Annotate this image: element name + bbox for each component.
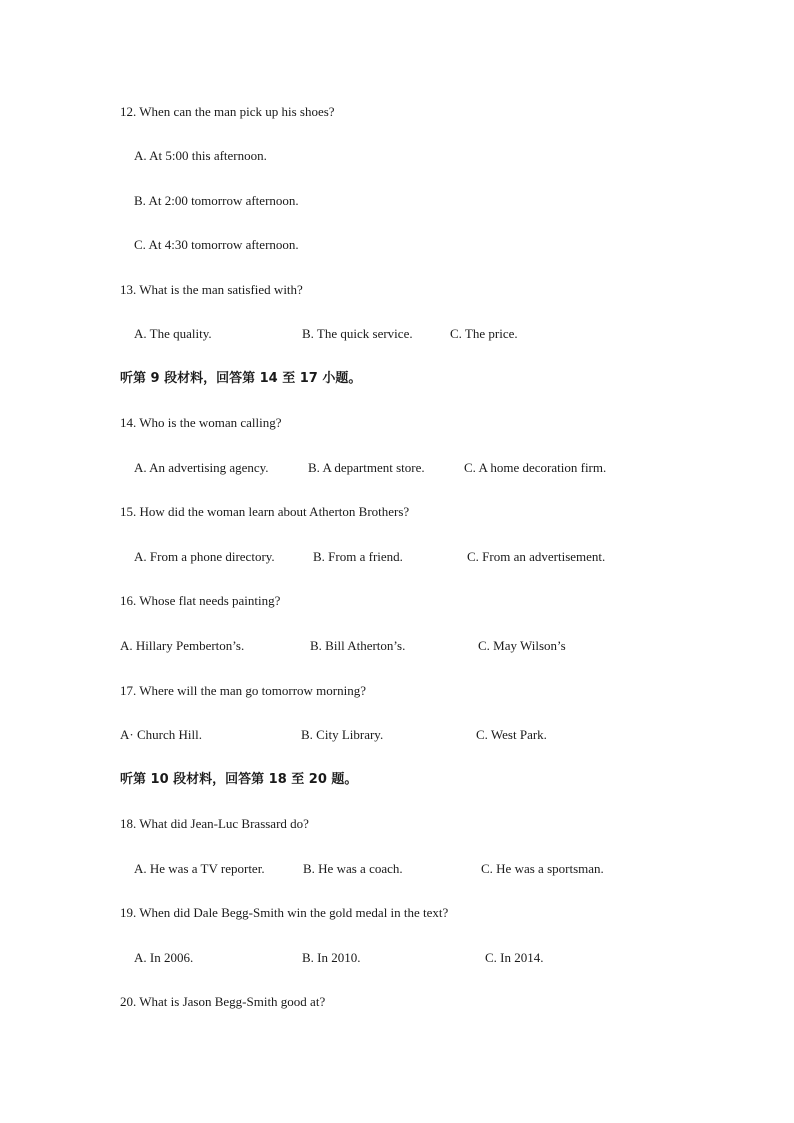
question-19: 19. When did Dale Begg-Smith win the gold medal in the text? [120,905,449,920]
question-17: 17. Where will the man go tomorrow morning? [120,683,366,698]
q19-option-c: C. In 2014. [485,950,544,965]
q13-option-b: B. The quick service. [302,326,413,341]
q17-option-b: B. City Library. [301,727,384,742]
question-14: 14. Who is the woman calling? [120,415,282,430]
section-heading-10: 听第 10 段材料，回答第 18 至 20 题。 [120,772,358,787]
q15-option-a: A. From a phone directory. [134,549,275,564]
q18-option-c: C. He was a sportsman. [481,861,604,876]
q18-option-b: B. He was a coach. [303,861,403,876]
question-18: 18. What did Jean-Luc Brassard do? [120,816,309,831]
q16-option-a: A. Hillary Pemberton’s. [120,638,245,653]
q14-option-b: B. A department store. [308,460,425,475]
question-20: 20. What is Jason Begg-Smith good at? [120,994,326,1009]
q17-option-c: C. West Park. [476,727,547,742]
question-13: 13. What is the man satisfied with? [120,282,303,297]
q14-option-a: A. An advertising agency. [134,460,269,475]
q15-option-c: C. From an advertisement. [467,549,606,564]
q19-option-b: B. In 2010. [302,950,361,965]
q13-option-c: C. The price. [450,326,518,341]
q13-option-a: A. The quality. [134,326,212,341]
q16-option-b: B. Bill Atherton’s. [310,638,406,653]
section-heading-9: 听第 9 段材料，回答第 14 至 17 小题。 [120,371,362,386]
q19-option-a: A. In 2006. [134,950,194,965]
q15-option-b: B. From a friend. [313,549,403,564]
question-16: 16. Whose flat needs painting? [120,593,281,608]
q14-option-c: C. A home decoration firm. [464,460,607,475]
question-15: 15. How did the woman learn about Atherton Brothers? [120,504,410,519]
q17-option-a: A· Church Hill. [120,727,202,742]
q12-option-b: B. At 2:00 tomorrow afternoon. [134,193,299,208]
q16-option-c: C. May Wilson’s [478,638,566,653]
question-12: 12. When can the man pick up his shoes? [120,104,335,119]
q12-option-c: C. At 4:30 tomorrow afternoon. [134,237,299,252]
q12-option-a: A. At 5:00 this afternoon. [134,148,267,163]
q18-option-a: A. He was a TV reporter. [134,861,265,876]
